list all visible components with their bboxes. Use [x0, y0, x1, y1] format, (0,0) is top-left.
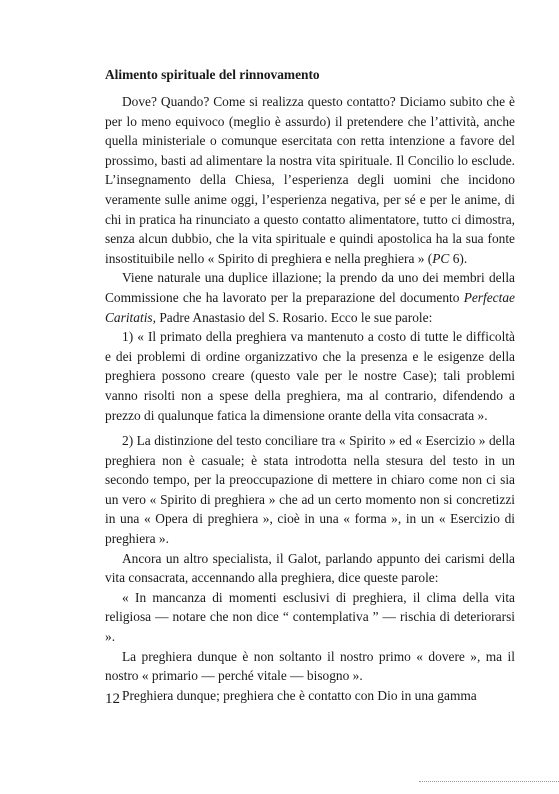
- page-number: 12: [105, 691, 120, 707]
- section-heading: Alimento spirituale del rinnovamento: [105, 67, 320, 82]
- scan-edge-dots: [419, 780, 559, 782]
- paragraph: Ancora un altro specialista, il Galot, parlando appunto dei carismi della vita consacrata, accennando alla preghiera, dice queste parole:: [105, 550, 515, 586]
- paragraph: La preghiera dunque è non soltanto il nostro primo « dovere », ma il nostro « primario — perché vitale — bisogno ».: [105, 648, 515, 684]
- body-text: [105, 92, 515, 705]
- paragraph: 2) La distinzione del testo conciliare tra « Spirito » ed « Esercizio » della preghiera non è casuale; è stata introdotta nella stesura del testo in un secondo tempo, per la preoccupazione di mettere in chiaro come non ci sia un vero « Spirito di preghiera » che ad un certo momento non si concretizzi in una « Opera di preghiera », cioè in una « forma », in un « Esercizio di preghiera ».: [105, 433, 515, 547]
- quotation: « In mancanza di momenti esclusivi di preghiera, il clima della vita religiosa — notare che non dice “ contemplativa ” — rischia di deteriorarsi ».: [105, 589, 515, 645]
- paragraph-text: Viene naturale una duplice illazione; la prendo da uno dei membri della Commissione che ha lavorato per la preparazione del documento: [105, 270, 515, 305]
- citation-abbreviation: PC: [432, 250, 450, 266]
- paragraph: [105, 268, 515, 327]
- paragraph-text: Padre Anastasio del S. Rosario. Ecco le sue parole:: [155, 309, 433, 325]
- paragraph: [105, 92, 515, 268]
- document-title: Perfectae Caritatis,: [105, 289, 515, 325]
- citation-number: 6).: [449, 250, 468, 266]
- paragraph: 1) « Il primato della preghiera va mantenuto a costo di tutte le difficoltà e dei problemi di ordine organizzativo che la presenza e le esigenze della preghiera possono creare (questo vale per le nostre Case); tali problemi vanno risolti non a spese della preghiera, ma al contrario, difendendo a prezzo di qualunque fatica la dimensione orante della vita consacrata ».: [105, 329, 515, 423]
- paragraph: Preghiera dunque; preghiera che è contatto con Dio in una gamma: [122, 687, 477, 703]
- paragraph-text: Dove? Quando? Come si realizza questo contatto? Diciamo subito che è per lo meno equivoco (meglio è assurdo) il pretendere che l’attività, anche quella ministeriale o comunque esercitata con retta intenzione a favore del prossimo, basti ad alimentare la nostra vita spirituale. Il Concilio lo esclude. L’insegnamento della Chiesa, l’esperienza degli uomini che incidono veramente sulle anime oggi, l’esperienza negativa, per sé e per le anime, di chi in pratica ha rinunciato a questo contatto alimentatore, tutto ci dimostra, senza alcun dubbio, che la vita spirituale e quindi apostolica ha la sua fonte insostituibile nello « Spirito di preghiera e nella preghiera » (: [105, 94, 515, 266]
